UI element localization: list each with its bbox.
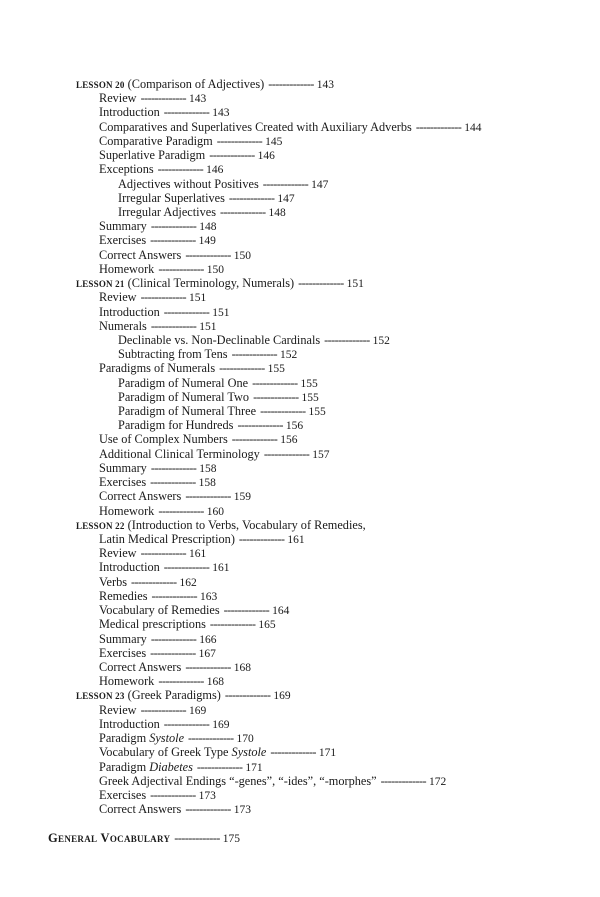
entry-title: Summary	[99, 460, 147, 475]
dot-leader: -------------	[158, 503, 204, 518]
lesson-label: Lesson 20	[76, 76, 125, 91]
page-number: 173	[233, 804, 251, 817]
toc-entry	[0, 248, 600, 262]
toc-entry	[0, 589, 600, 603]
page-number: 151	[189, 292, 207, 305]
toc-entry	[0, 333, 600, 347]
entry-title: Paradigm of Numeral Three	[118, 404, 257, 419]
dot-leader: -------------	[151, 588, 197, 603]
toc-entry	[0, 290, 600, 304]
entry-title-italic: Diabetes	[149, 759, 193, 774]
entry-title: Paradigm of Numeral One	[118, 375, 249, 390]
page-number: 156	[285, 420, 304, 433]
entry-title-italic: Systole	[231, 745, 267, 760]
page-number: 161	[212, 562, 230, 575]
page-number: 164	[272, 605, 290, 618]
dot-leader: -------------	[196, 759, 243, 774]
entry-title: Homework	[99, 503, 155, 518]
entry-title: Review	[99, 91, 137, 106]
dot-leader: -------------	[231, 432, 278, 447]
page-number: 146	[206, 164, 224, 177]
toc-lesson-entry	[0, 77, 600, 91]
page-number: 166	[199, 633, 217, 646]
entry-title: Introduction	[99, 716, 160, 731]
page-number: 155	[300, 377, 318, 390]
toc-entry	[0, 91, 600, 105]
dot-leader: -------------	[220, 204, 266, 219]
page-number: 173	[198, 789, 216, 802]
toc-entry	[0, 461, 600, 475]
entry-title: (Greek Paradigms)	[124, 688, 221, 703]
entry-title: Review	[99, 290, 137, 305]
dot-leader: -------------	[150, 645, 196, 660]
entry-title: Exercises	[99, 475, 147, 490]
page-number: 145	[265, 135, 283, 148]
toc-entry	[0, 475, 600, 489]
page-number: 151	[212, 306, 230, 319]
toc-entry	[0, 546, 600, 560]
entry-title: Introduction	[99, 105, 160, 120]
toc-entry	[0, 305, 600, 319]
toc-entry	[0, 262, 600, 276]
dot-leader: -------------	[209, 148, 255, 163]
page-number: 143	[316, 79, 334, 91]
entry-title-italic: Systole	[149, 731, 185, 746]
dot-leader: -------------	[268, 77, 314, 91]
page-number: 171	[318, 747, 337, 760]
toc-entry	[0, 489, 600, 503]
toc-entry	[0, 703, 600, 717]
dot-leader: -------------	[163, 716, 210, 731]
page-number: 152	[280, 349, 298, 362]
dot-leader: -------------	[238, 532, 285, 546]
section-label: General Vocabulary	[48, 831, 171, 846]
dot-leader: -------------	[150, 318, 197, 333]
toc-lesson-entry	[0, 688, 600, 702]
toc-entry	[0, 418, 600, 432]
dot-leader: -------------	[158, 674, 204, 689]
page-number: 147	[277, 192, 295, 205]
toc-entry	[0, 674, 600, 688]
page-number: 171	[245, 761, 263, 774]
page-number: 161	[189, 548, 207, 561]
entry-title: Comparative Paradigm	[99, 133, 213, 148]
toc-entry	[0, 134, 600, 148]
dot-leader: -------------	[157, 162, 204, 177]
dot-leader: -------------	[324, 332, 370, 347]
entry-title: Paradigms of Numerals	[99, 361, 216, 376]
page-number: 144	[464, 121, 482, 134]
entry-title: Use of Complex Numbers	[99, 432, 228, 447]
page-number: 168	[233, 661, 251, 674]
entry-title: Greek Adjectival Endings “-genes”, “-ides”, “-morphes”	[99, 773, 377, 788]
page-number: 158	[199, 462, 217, 475]
entry-title: Summary	[99, 631, 147, 646]
lesson-label: Lesson 21	[76, 275, 125, 291]
entry-title: Correct Answers	[99, 659, 182, 674]
entry-title: Exceptions	[99, 162, 154, 177]
toc-entry	[0, 504, 600, 518]
page-number: 151	[346, 278, 364, 291]
entry-title: Verbs	[99, 574, 128, 589]
page-number: 155	[301, 391, 319, 404]
page-number: 152	[372, 334, 390, 347]
dot-leader: -------------	[140, 546, 187, 561]
dot-leader: -------------	[415, 119, 462, 134]
entry-title: (Clinical Terminology, Numerals)	[124, 276, 295, 291]
page-number: 161	[287, 534, 305, 546]
entry-title: Numerals	[99, 318, 147, 333]
page-number: 150	[233, 249, 251, 262]
dot-leader: -------------	[260, 404, 306, 419]
lesson-label: Lesson 23	[76, 687, 125, 703]
dot-leader: -------------	[223, 603, 270, 618]
page-number: 148	[268, 206, 286, 219]
dot-leader: -------------	[158, 261, 204, 276]
toc-entry	[0, 361, 600, 375]
toc-entry	[0, 191, 600, 205]
page-number: 146	[257, 150, 275, 163]
toc-entry	[0, 219, 600, 233]
entry-title: Exercises	[99, 787, 147, 802]
toc-entry	[0, 617, 600, 631]
dot-leader: -------------	[174, 831, 220, 846]
entry-title: Irregular Adjectives	[118, 204, 216, 219]
entry-title: Correct Answers	[99, 802, 182, 817]
toc-lesson-entry	[0, 276, 600, 290]
toc-entry	[0, 646, 600, 660]
page-number: 158	[198, 477, 216, 490]
dot-leader: -------------	[140, 91, 187, 106]
toc-entry	[0, 376, 600, 390]
dot-leader: -------------	[140, 702, 187, 717]
toc-entry	[0, 319, 600, 333]
toc-entry	[0, 177, 600, 191]
toc-entry	[0, 745, 600, 759]
entry-title: Correct Answers	[99, 489, 182, 504]
toc-entry	[0, 632, 600, 646]
entry-title: Additional Clinical Terminology	[99, 446, 260, 461]
toc-entry	[0, 788, 600, 802]
toc-entry	[0, 717, 600, 731]
entry-title: (Introduction to Verbs, Vocabulary of Remedies,	[124, 517, 366, 532]
toc-entry	[0, 162, 600, 176]
entry-title: Homework	[99, 674, 155, 689]
toc-entry	[0, 105, 600, 119]
toc-entry	[0, 404, 600, 418]
dot-leader: -------------	[150, 233, 196, 248]
entry-title: Exercises	[99, 645, 147, 660]
page-number: 157	[312, 448, 330, 461]
page-number: 162	[179, 576, 197, 589]
table-of-contents	[0, 77, 600, 846]
dot-leader: -------------	[216, 133, 263, 148]
entry-title: Superlative Paradigm	[99, 148, 206, 163]
dot-leader: -------------	[163, 560, 210, 575]
page-number: 170	[236, 733, 254, 746]
entry-title: Comparatives and Superlatives Created with Auxiliary Adverbs	[99, 119, 412, 134]
page-number: 159	[233, 491, 251, 504]
page-number: 143	[212, 107, 230, 120]
dot-leader: -------------	[185, 489, 231, 504]
entry-title: Review	[99, 546, 137, 561]
page-number: 172	[429, 775, 447, 788]
dot-leader: -------------	[380, 773, 427, 788]
toc-entry	[0, 760, 600, 774]
toc-entry	[0, 731, 600, 745]
entry-title: Paradigm	[99, 731, 150, 746]
toc-entry	[0, 347, 600, 361]
page-number: 169	[189, 704, 207, 717]
page-number: 149	[198, 235, 216, 248]
toc-entry	[0, 603, 600, 617]
toc-entry	[0, 205, 600, 219]
toc-entry	[0, 774, 600, 788]
page-number: 148	[199, 221, 217, 234]
dot-leader: -------------	[231, 347, 278, 362]
toc-general-vocabulary-entry	[0, 831, 600, 845]
dot-leader: -------------	[270, 745, 316, 760]
entry-title: Summary	[99, 219, 147, 234]
dot-leader: -------------	[140, 290, 187, 305]
toc-entry	[0, 532, 600, 546]
dot-leader: -------------	[219, 361, 265, 376]
entry-title: Paradigm for Hundreds	[118, 418, 234, 433]
entry-title: Subtracting from Tens	[118, 347, 228, 362]
dot-leader: -------------	[163, 304, 210, 319]
dot-leader: -------------	[150, 219, 197, 234]
entry-title: Homework	[99, 261, 155, 276]
page-number: 168	[206, 676, 225, 689]
dot-leader: -------------	[252, 375, 298, 390]
toc-entry	[0, 120, 600, 134]
toc-lesson-entry	[0, 518, 600, 532]
toc-entry	[0, 802, 600, 816]
page-number: 167	[198, 647, 216, 660]
toc-entry	[0, 560, 600, 574]
entry-title: Vocabulary of Remedies	[99, 603, 220, 618]
page-number: 160	[206, 505, 225, 518]
dot-leader: -------------	[163, 105, 210, 120]
dot-leader: -------------	[131, 574, 177, 589]
entry-title: Irregular Superlatives	[118, 190, 225, 205]
entry-title: Vocabulary of Greek Type	[99, 745, 232, 760]
dot-leader: -------------	[224, 688, 271, 703]
entry-title: Introduction	[99, 304, 160, 319]
page-number: 143	[189, 93, 207, 106]
dot-leader: -------------	[228, 190, 275, 205]
entry-title: Review	[99, 702, 137, 717]
page-number: 169	[273, 690, 291, 703]
dot-leader: -------------	[209, 617, 256, 632]
toc-entry	[0, 432, 600, 446]
dot-leader: -------------	[150, 460, 197, 475]
dot-leader: -------------	[253, 389, 299, 404]
dot-leader: -------------	[150, 631, 197, 646]
page-number: 151	[199, 320, 217, 333]
dot-leader: -------------	[150, 475, 196, 490]
page-number: 156	[280, 434, 298, 447]
entry-title: Paradigm	[99, 759, 150, 774]
entry-title: Exercises	[99, 233, 147, 248]
dot-leader: -------------	[185, 247, 231, 262]
entry-title: Remedies	[99, 588, 148, 603]
toc-entry	[0, 390, 600, 404]
entry-title: Adjectives without Positives	[118, 176, 259, 191]
dot-leader: -------------	[237, 418, 283, 433]
entry-title: Introduction	[99, 560, 160, 575]
dot-leader: -------------	[298, 276, 344, 291]
entry-title: Correct Answers	[99, 247, 182, 262]
toc-entry	[0, 660, 600, 674]
dot-leader: -------------	[188, 731, 234, 746]
toc-entry	[0, 447, 600, 461]
page-number: 163	[199, 590, 218, 603]
page-number: 169	[212, 718, 230, 731]
entry-title: (Comparison of Adjectives)	[124, 77, 265, 91]
page-number: 155	[267, 363, 285, 376]
dot-leader: -------------	[185, 802, 231, 817]
entry-title: Declinable vs. Non-Declinable Cardinals	[118, 332, 321, 347]
toc-entry	[0, 148, 600, 162]
entry-title: Medical prescriptions	[99, 617, 206, 632]
dot-leader: -------------	[262, 176, 309, 191]
toc-entry	[0, 233, 600, 247]
entry-title: Latin Medical Prescription)	[99, 532, 235, 546]
dot-leader: -------------	[150, 787, 196, 802]
lesson-label: Lesson 22	[76, 516, 125, 532]
dot-leader: -------------	[263, 446, 310, 461]
page-number: 155	[308, 406, 326, 419]
page-number: 147	[311, 178, 329, 191]
page-number: 150	[206, 263, 225, 276]
page-number: 165	[258, 619, 276, 632]
entry-title: Paradigm of Numeral Two	[118, 389, 250, 404]
dot-leader: -------------	[185, 659, 231, 674]
toc-entry	[0, 575, 600, 589]
page-number: 175	[222, 833, 240, 846]
